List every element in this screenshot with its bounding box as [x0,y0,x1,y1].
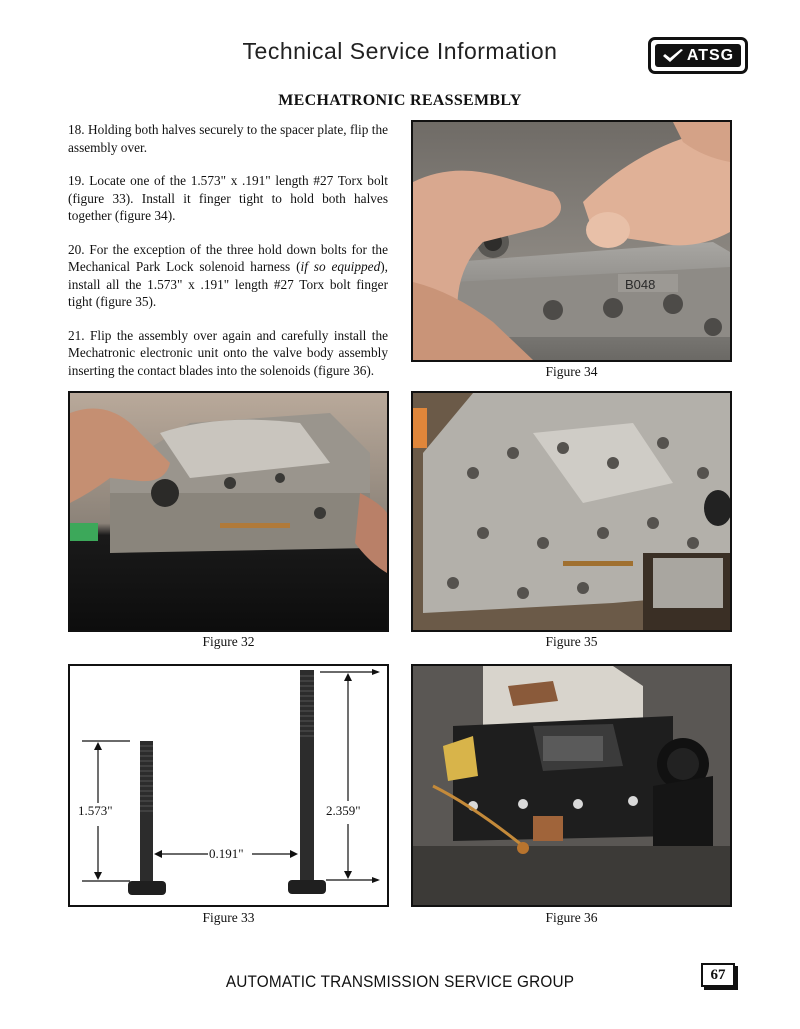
logo-text: ATSG [686,46,735,64]
figure-32-photo [68,391,389,632]
step-19: 19. Locate one of the 1.573" x .191" length #27 Torx bolt (figure 33). Install it finger tight to hold both halves together (figure 34). [68,173,388,223]
instruction-text [68,121,388,395]
dimension-long-length: 2.359" [326,803,361,818]
step-21: 21. Flip the assembly over again and carefully install the Mechatronic electronic unit onto the valve body assembly inserting the contact blades into the solenoids (figure 36). [68,327,388,378]
footer-organization: AUTOMATIC TRANSMISSION SERVICE GROUP [225,973,575,991]
figure-33-bolt-diagram [68,664,389,907]
figure-36-photo [411,664,732,907]
figure-35-caption: Figure 35 [545,634,598,649]
figure-34-caption: Figure 34 [545,364,598,379]
check-mark-icon [662,48,684,64]
atsg-logo [648,37,748,74]
figure-34-photo [411,120,732,362]
dimension-diameter: 0.191" [209,846,244,861]
figure-33-caption: Figure 33 [202,910,255,925]
page-header-title: Technical Service Information [242,38,558,64]
section-title: MECHATRONIC REASSEMBLY [278,92,522,109]
casting-stamp: B048 [625,277,656,292]
page-number: 67 [701,963,735,987]
figure-35-photo [411,391,732,632]
figure-32-caption: Figure 32 [202,634,255,649]
step-18: 18. Holding both halves securely to the spacer plate, flip the assembly over. [68,122,388,155]
step-20: 20. For the exception of the three hold down bolts for the Mechanical Park Lock solenoid harness (if so equipped), install all the 1.573" x .191" length #27 Torx bolt finger tight (figure 35). [68,241,388,309]
figure-36-caption: Figure 36 [545,910,598,925]
dimension-short-length: 1.573" [78,803,113,818]
